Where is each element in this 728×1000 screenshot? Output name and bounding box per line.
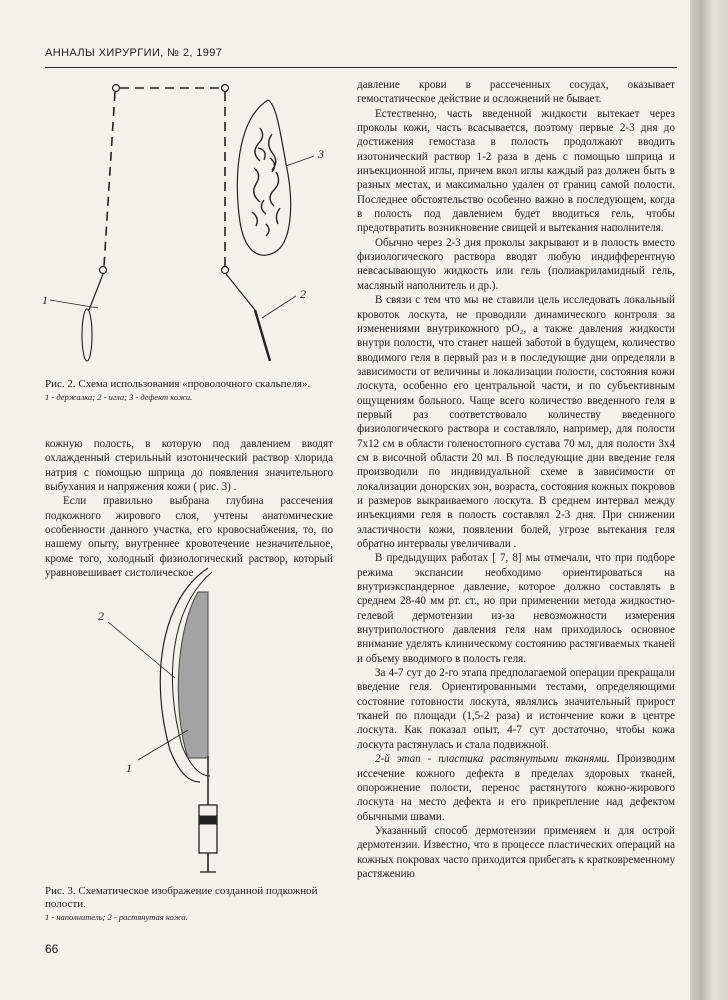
- figure-2-caption: [45, 378, 335, 404]
- fig3-caption-legend: 1 - наполнитель; 2 - растянутая кожа.: [45, 912, 188, 922]
- fig2-label-1: 1: [42, 293, 48, 307]
- fig3-label-2: 2: [98, 609, 104, 623]
- running-head: АННАЛЫ ХИРУРГИИ, № 2, 1997: [45, 47, 223, 59]
- page-number: 66: [45, 942, 59, 956]
- fig2-label-2: 2: [300, 287, 306, 301]
- left-paragraph-1: кожную полость, в которую под давлением вводят охлажденный стерильный изотонический раствор хлорида натрия с помощью шприца до появления значительного выбухания и напряжения кожи ( рис. 3) .: [45, 438, 333, 494]
- header-rule: [45, 67, 677, 68]
- figure-2-wire-scalpel-diagram: [40, 72, 340, 372]
- figure-3-caption: [45, 885, 335, 924]
- stage-2-text: Производим иссечение кожного дефекта в пределах здоровых тканей, опорожнение полости, перенос растянутого кожно-жирового лоскута на место дефекта и его прикрепление над дефектом обычными швами.: [357, 753, 675, 823]
- fig3-label-1: 1: [126, 761, 132, 775]
- right-text-column: [357, 78, 675, 881]
- right-paragraph-2: Естественно, часть введенной жидкости вытекает через проколы кожи, часть всасывается, поэтому первые 2-3 дня до достижения гемостаза в полость продолжают вводить изотонический раствор 1-2 раза в день с помощью шприца и инъекционной иглы, причем вкол иглы каждый раз должен быть в разных местах, и максимально удален от границ самой полости. Последнее обстоятельство особенно важно в последующем, когда в полость под давлением будет вводиться гель, чтобы предотвратить возникновение свищей и вытекания наполнителя.: [357, 107, 675, 235]
- right-paragraph-1: давление крови в рассеченных сосудах, оказывает гемостатическое действие и осложнений не бывает.: [357, 79, 675, 106]
- book-spine-shadow: [690, 0, 728, 1000]
- left-text-column: [45, 437, 333, 580]
- right-paragraph-6: За 4-7 сут до 2-го этапа предполагаемой операции прекращали введение геля. Ориентированными тестами, определяющими состояние готовности лоскута, являлись значительный прирост тканей по площади (1,5-2 раза) и истончение кожи в центре лоскута. Как показал опыт, 4-7 сут достаточно, чтобы кожа лоскута растянулась и стала подвижной.: [357, 667, 675, 751]
- stage-2-heading: 2-й этап - пластика растянутыми тканями.: [375, 753, 610, 766]
- fig2-caption-legend: 1 - держалка; 2 - игла; 3 - дефект кожи.: [45, 392, 193, 402]
- fig3-caption-title: Рис. 3. Схематическое изображение созданной подкожной полости.: [45, 885, 318, 910]
- right-paragraph-5: В предыдущих работах [ 7, 8] мы отмечали, что при подборе режима экспансии необходимо ориентироваться на внутриэкспандерное давление, которое должно составлять в среднем 28-40 мм рт. ст., но при применении метода жидкостно-гелевой дермотензии из-за невозможности измерения внутриполостного давления геля нам приходилось основное внимание уделять клиническому состоянию растягиваемых тканей и объему вводимого в полость геля.: [357, 552, 675, 665]
- right-paragraph-8: Указанный способ дермотензии применяем и для острой дермотензии. Известно, что в процессе пластических операций на кожных покровах часто приходится прибегать к кратковременному растяжению: [357, 824, 675, 880]
- right-paragraph-3: Обычно через 2-3 дня проколы закрывают и в полость вместо физиологического раствора вводят любую индифферентную невсасывающую жидкость или гель (полиакриламидный гель, масляный наполнитель и др.).: [357, 236, 675, 292]
- figure-3-subcutaneous-cavity-diagram: [80, 560, 330, 880]
- left-paragraph-2: Если правильно выбрана глубина рассечения подкожного жирового слоя, учтены анатомические особенности данного участка, его кровоснабжения, то, по нашему опыту, внутреннее кровотечение незначительное, кроме того, холодный физиологический раствор, который уравновешивает систолическое: [45, 495, 333, 580]
- right-paragraph-4: В связи с тем что мы не ставили цель исследовать локальный кровоток лоскута, не проводили динамического контроля за изменениями внутрикожного pO₂, а также давления жидкости внутри полости, что станет нашей заботой в будущем, количество вводимого геля в первый раз и в последующие дни определяли в зависимости от величины и локализации полости, состояния кожи лоскута, особенно его центральной части, и по субъективным ощущениям больного. Чаще всего количество введенного геля в первый раз соответствовало количеству введенного физиологического раствора и составляло, например, для полости 7х12 см в области голеностопного сустава 70 мл, для полости 3х4 см в височной области 20 мл. В последующие дни введение геля производили по индивидуальной схеме в зависимости от локализации донорских зон, возраста, состояния кожных покровов и размеров выкраиваемого лоскута. В среднем интервал между инъекциями геля в полость составлял 2-3 дня. При снижении эластичности кожи, появлении болей, угрозе вытекания геля обратно интервалы увеличивали .: [357, 294, 675, 550]
- fig2-caption-title: Рис. 2. Схема использования «проволочного скальпеля».: [45, 378, 311, 390]
- right-paragraph-7: [357, 752, 675, 824]
- fig2-label-3: 3: [318, 147, 324, 161]
